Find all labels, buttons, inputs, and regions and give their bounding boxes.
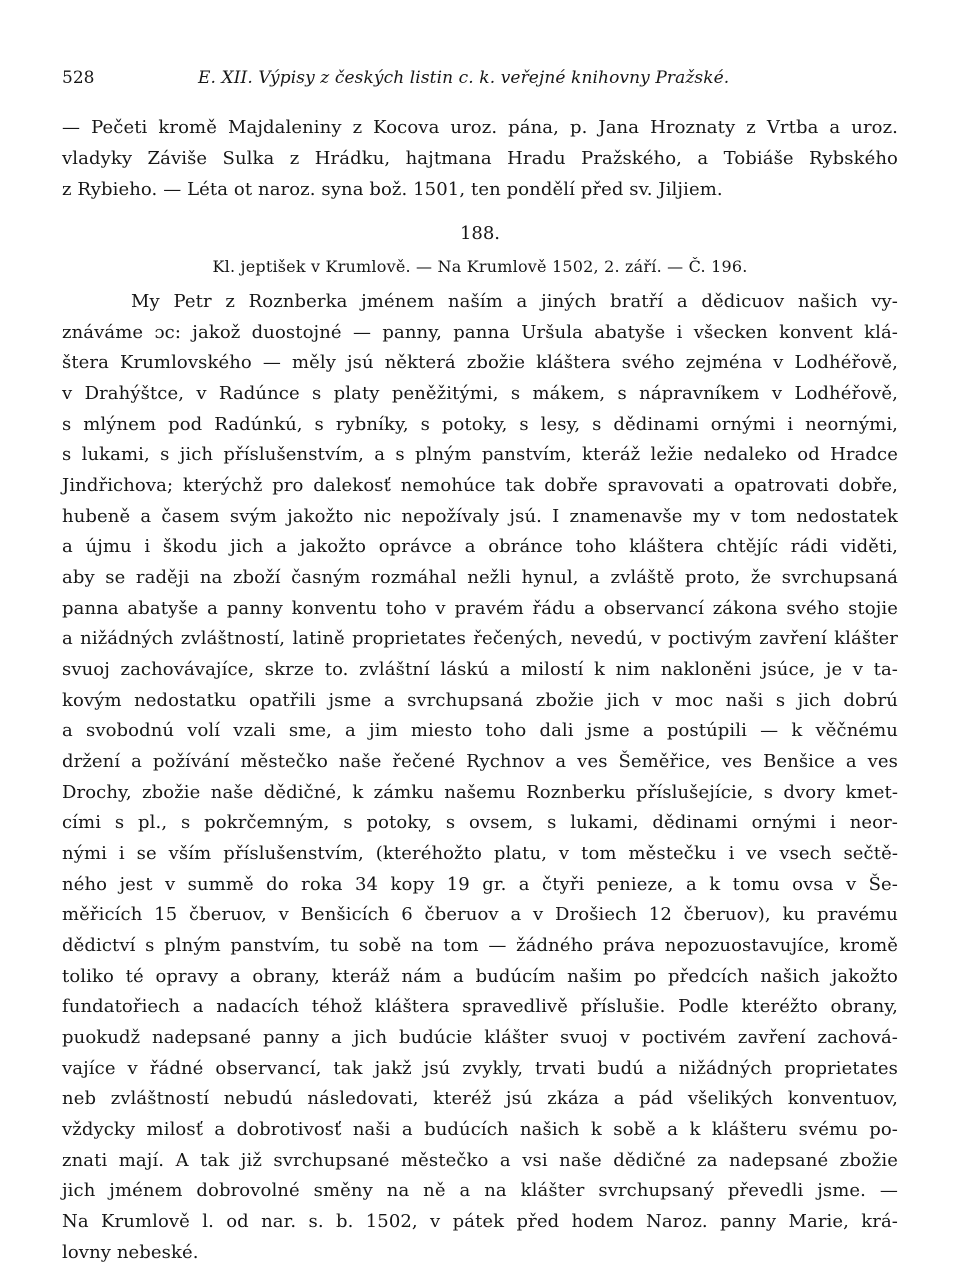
text-line: s lukami, s jich příslušenstvím, a s plným panstvím, kteráž ležie nedaleko od Hradce [62,444,898,465]
text-line: My Petr z Roznberka jménem naším a jiných bratří a dědicuov našich vy- [131,291,898,312]
text-line: a nižádných zvláštností, latině proprietates řečených, nevedú, v poctivým zavření klášter [62,628,898,649]
text-line: panna abatyše a panny konventu toho v pravém řádu a observancí zákona svého stojie [62,598,898,619]
text-line: Jindřichova; kterýchž pro dalekosť nemohúce tak dobře spravovati a opatrovati dobře, [62,475,898,496]
text-line: puokudž nadepsané panny a jich budúcie klášter svuoj v poctivém zavření zachová- [62,1027,898,1048]
document-number: 188. [459,223,501,244]
text-line: v Drahýštce, v Radúnce s platy peněžitými, s mákem, s nápravníkem v Lodhéřově, [62,383,898,404]
document-heading: Kl. jeptišek v Krumlově. — Na Krumlově 1502, 2. září. — Č. 196. [212,257,748,276]
text-line: znáváme ɔc: jakož duostojné — panny, panna Uršula abatyše i všecken konvent klá- [62,322,898,343]
text-line: vždycky milosť a dobrotivosť naši a budúcích našich k sobě a k klášteru svému po- [62,1119,898,1140]
running-header [62,64,902,92]
text-line: vajíce v řádné observancí, tak jakž jsú zvykly, trvati budú a nižádných proprietates [62,1058,898,1079]
text-line: cími s pl., s pokrčemným, s potoky, s ovsem, s lukami, dědinami ornými i neor- [62,812,898,833]
text-line: s mlýnem pod Radúnkú, s rybníky, s potoky, s lesy, s dědinami ornými i neornými, [62,414,898,435]
text-line: a újmu i škodu jich a jakožto oprávce a obránce toho kláštera chtějíc rádi viděti, [62,536,898,557]
text-line: z Rybieho. — Léta ot naroz. syna bož. 1501, ten pondělí před sv. Jiljiem. [62,179,723,200]
text-line: znati mají. A tak již svrchupsané městečko a vsi naše dědičné za nadepsané zbožie [62,1150,898,1171]
text-line: lovny nebeské. [62,1242,199,1263]
text-line: držení a požívání městečko naše řečené Rychnov a ves Šeměřice, ves Benšice a ves [62,751,898,772]
text-line: kovým nedostatku opatřili jsme a svrchupsaná zbožie jich v moc naši s jich dobrú [62,690,898,711]
text-line: měřicích 15 čberuov, v Benšicích 6 čberuov a v Drošiech 12 čberuov), ku pravému [62,904,898,925]
text-line: svuoj zachovávajíce, skrze to. zvláštní láskú a milostí k nim nakloněni jsúce, je v ta- [62,659,898,680]
text-line: vladyky Záviše Sulka z Hrádku, hajtmana Hradu Pražského, a Tobiáše Rybského [62,148,898,169]
text-line: ného jest v summě do roka 34 kopy 19 gr. a čtyři penieze, a k tomu ovsa v Še- [62,874,898,895]
text-line: jich jménem dobrovolné směny na ně a na klášter svrchupsaný převedli jsme. — [62,1180,898,1201]
text-line: štera Krumlovského — měly jsú některá zbožie kláštera svého zejména v Lodhéřově, [62,352,898,373]
text-line: Na Krumlově l. od nar. s. b. 1502, v pátek před hodem Naroz. panny Marie, krá- [62,1211,898,1232]
page-number: 528 [62,68,95,88]
text-line: toliko té opravy a obrany, kteráž nám a budúcím našim po předcích našich jakožto [62,966,898,987]
text-line: neb zvláštností nebudú následovati, kteréž jsú zkáza a pád všelikých konventuov, [62,1088,898,1109]
text-line: Drochy, zbožie naše dědičné, k zámku našemu Roznberku příslušejície, s dvory kmet- [62,782,898,803]
text-line: a svobodnú volí vzali sme, a jim miesto toho dali jsme a postúpili — k věčnému [62,720,898,741]
text-line: hubeně a časem svým jakožto nic nepožívaly jsú. I znamenavše my v tom nedostatek [62,506,898,527]
text-line: fundatořiech a nadacích téhož kláštera spravedlivě příslušie. Podle kteréžto obrany, [62,996,898,1017]
text-line: — Pečeti kromě Majdaleniny z Kocova uroz. pána, p. Jana Hroznaty z Vrtba a uroz. [62,117,898,138]
running-title: E. XII. Výpisy z českých listin c. k. veřejné knihovny Pražské. [198,68,730,88]
text-line: dědictví s plným panstvím, tu sobě na tom — žádného práva nepozuostavujíce, kromě [62,935,898,956]
text-line: nými i se vším příslušenstvím, (kteréhožto platu, v tom městečku i ve vsech sečtě- [62,843,898,864]
text-line: aby se raději na zboží časným rozmáhal nežli hynul, a zvláště proto, že svrchupsaná [62,567,898,588]
